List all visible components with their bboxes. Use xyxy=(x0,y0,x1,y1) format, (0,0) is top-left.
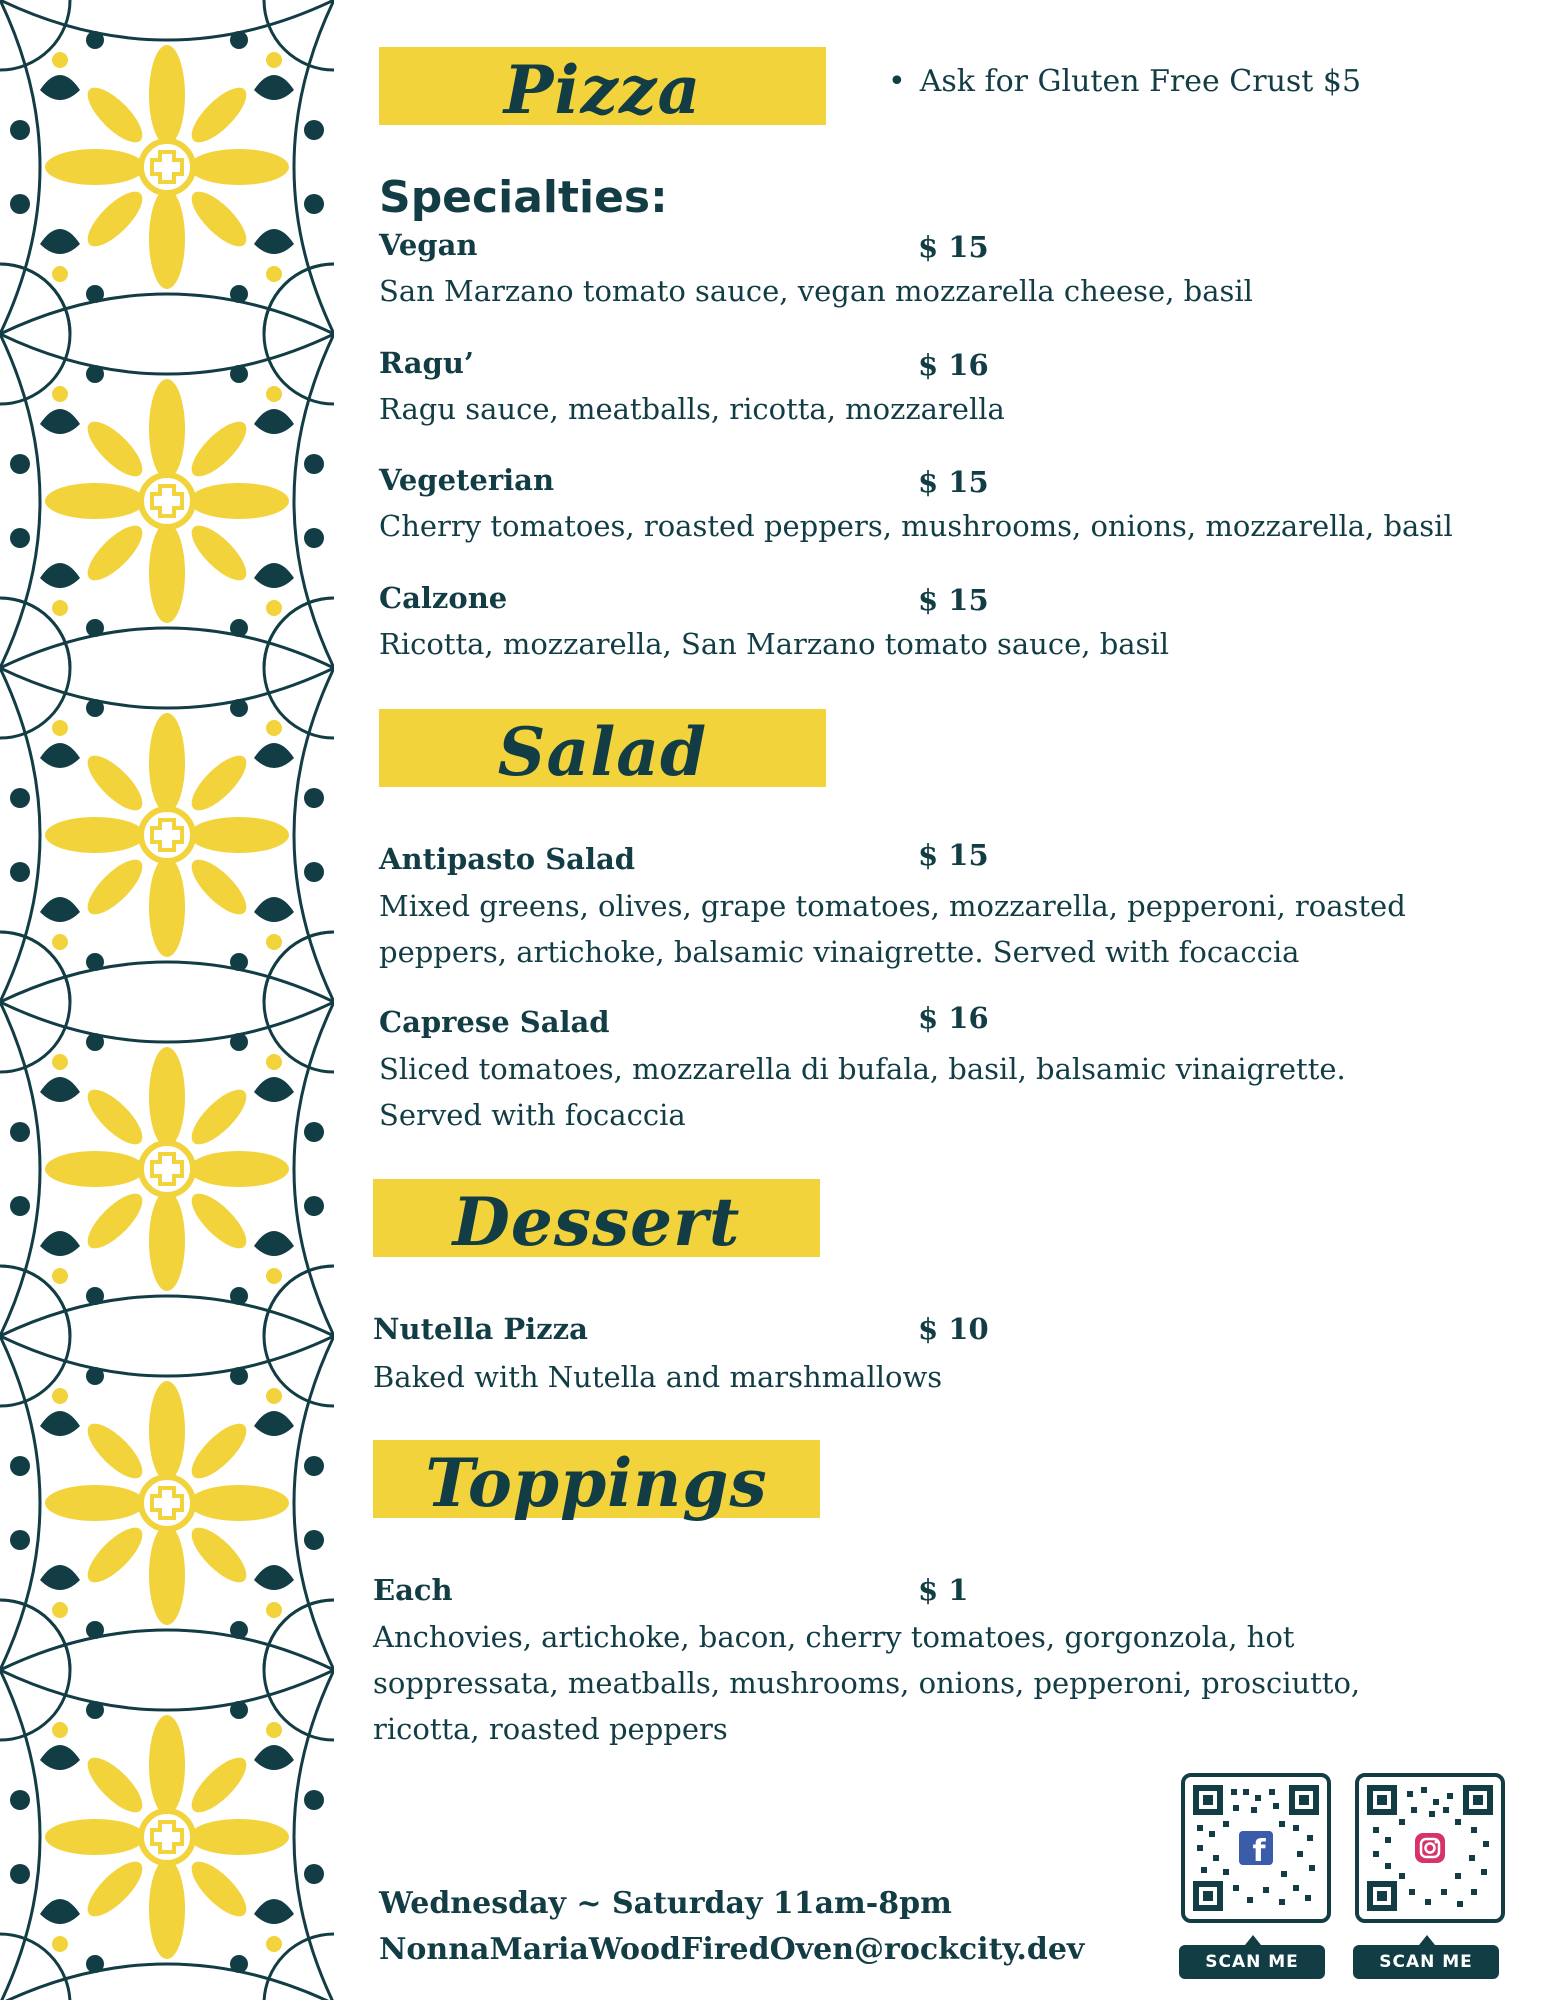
svg-text:f: f xyxy=(1252,1834,1266,1869)
menu-item-name: Antipasto Salad xyxy=(379,842,636,876)
menu-item-name: Calzone xyxy=(379,581,508,615)
toppings-heading: Toppings xyxy=(425,1444,768,1522)
menu-item-price: $ 16 xyxy=(918,348,989,382)
menu-item-price: $ 15 xyxy=(918,838,989,872)
menu-item-description: Sliced tomatoes, mozzarella di bufala, basil, balsamic vinaigrette. Served with focaccia xyxy=(379,1052,1346,1132)
opening-hours: Wednesday ~ Saturday 11am-8pm xyxy=(379,1886,952,1921)
scan-me-button[interactable]: SCAN ME xyxy=(1353,1945,1499,1979)
dessert-banner xyxy=(373,1179,820,1261)
instagram-icon xyxy=(1415,1833,1445,1863)
scan-me-button[interactable]: SCAN ME xyxy=(1179,1945,1325,1979)
menu-item-description: Mixed greens, olives, grape tomatoes, mozzarella, pepperoni, roasted peppers, artichoke, balsamic vinaigrette. Served with focaccia xyxy=(379,889,1406,969)
menu-item-price: $ 15 xyxy=(918,465,989,499)
menu-item-description: San Marzano tomato sauce, vegan mozzarella cheese, basil xyxy=(379,274,1253,308)
dessert-heading: Dessert xyxy=(452,1183,741,1261)
menu-item-price: $ 16 xyxy=(918,1001,989,1035)
toppings-banner xyxy=(373,1440,820,1522)
qr-code-icon xyxy=(1193,1785,1319,1911)
salad-banner xyxy=(379,709,826,791)
menu-item-description: Baked with Nutella and marshmallows xyxy=(373,1360,943,1394)
menu-item-name: Ragu’ xyxy=(379,346,475,380)
menu-item-name: Each xyxy=(373,1573,453,1607)
qr-code-icon xyxy=(1367,1785,1493,1911)
menu-item-description: Ricotta, mozzarella, San Marzano tomato sauce, basil xyxy=(379,627,1169,661)
menu-item-description: Anchovies, artichoke, bacon, cherry tomatoes, gorgonzola, hot soppressata, meatballs, mushrooms, onions, pepperoni, prosciutto, ricotta, roasted peppers xyxy=(373,1620,1361,1746)
specialties-heading: Specialties: xyxy=(379,172,668,223)
gluten-free-note: • Ask for Gluten Free Crust $5 xyxy=(888,64,1361,99)
instagram-qr-code[interactable] xyxy=(1355,1773,1505,1923)
menu-item-description: Ragu sauce, meatballs, ricotta, mozzarella xyxy=(379,392,1005,426)
menu-item-name: Caprese Salad xyxy=(379,1005,610,1039)
menu-item-name: Vegeterian xyxy=(379,463,555,497)
salad-heading: Salad xyxy=(497,713,708,791)
menu-item-price: $ 15 xyxy=(918,230,989,264)
decorative-tile-border xyxy=(0,0,334,2000)
menu-item-price: $ 1 xyxy=(918,1573,969,1607)
contact-email[interactable]: NonnaMariaWoodFiredOven@rockcity.dev xyxy=(379,1932,1085,1967)
facebook-qr-code[interactable] xyxy=(1181,1773,1331,1923)
menu-item-name: Nutella Pizza xyxy=(373,1312,588,1346)
menu-item-name: Vegan xyxy=(379,228,478,262)
menu-item-price: $ 15 xyxy=(918,583,989,617)
tile-pattern-icon xyxy=(0,0,334,2000)
menu-item-price: $ 10 xyxy=(918,1312,989,1346)
menu-item-description: Cherry tomatoes, roasted peppers, mushrooms, onions, mozzarella, basil xyxy=(379,509,1453,543)
pizza-heading: Pizza xyxy=(503,51,702,129)
pizza-banner xyxy=(379,47,826,129)
